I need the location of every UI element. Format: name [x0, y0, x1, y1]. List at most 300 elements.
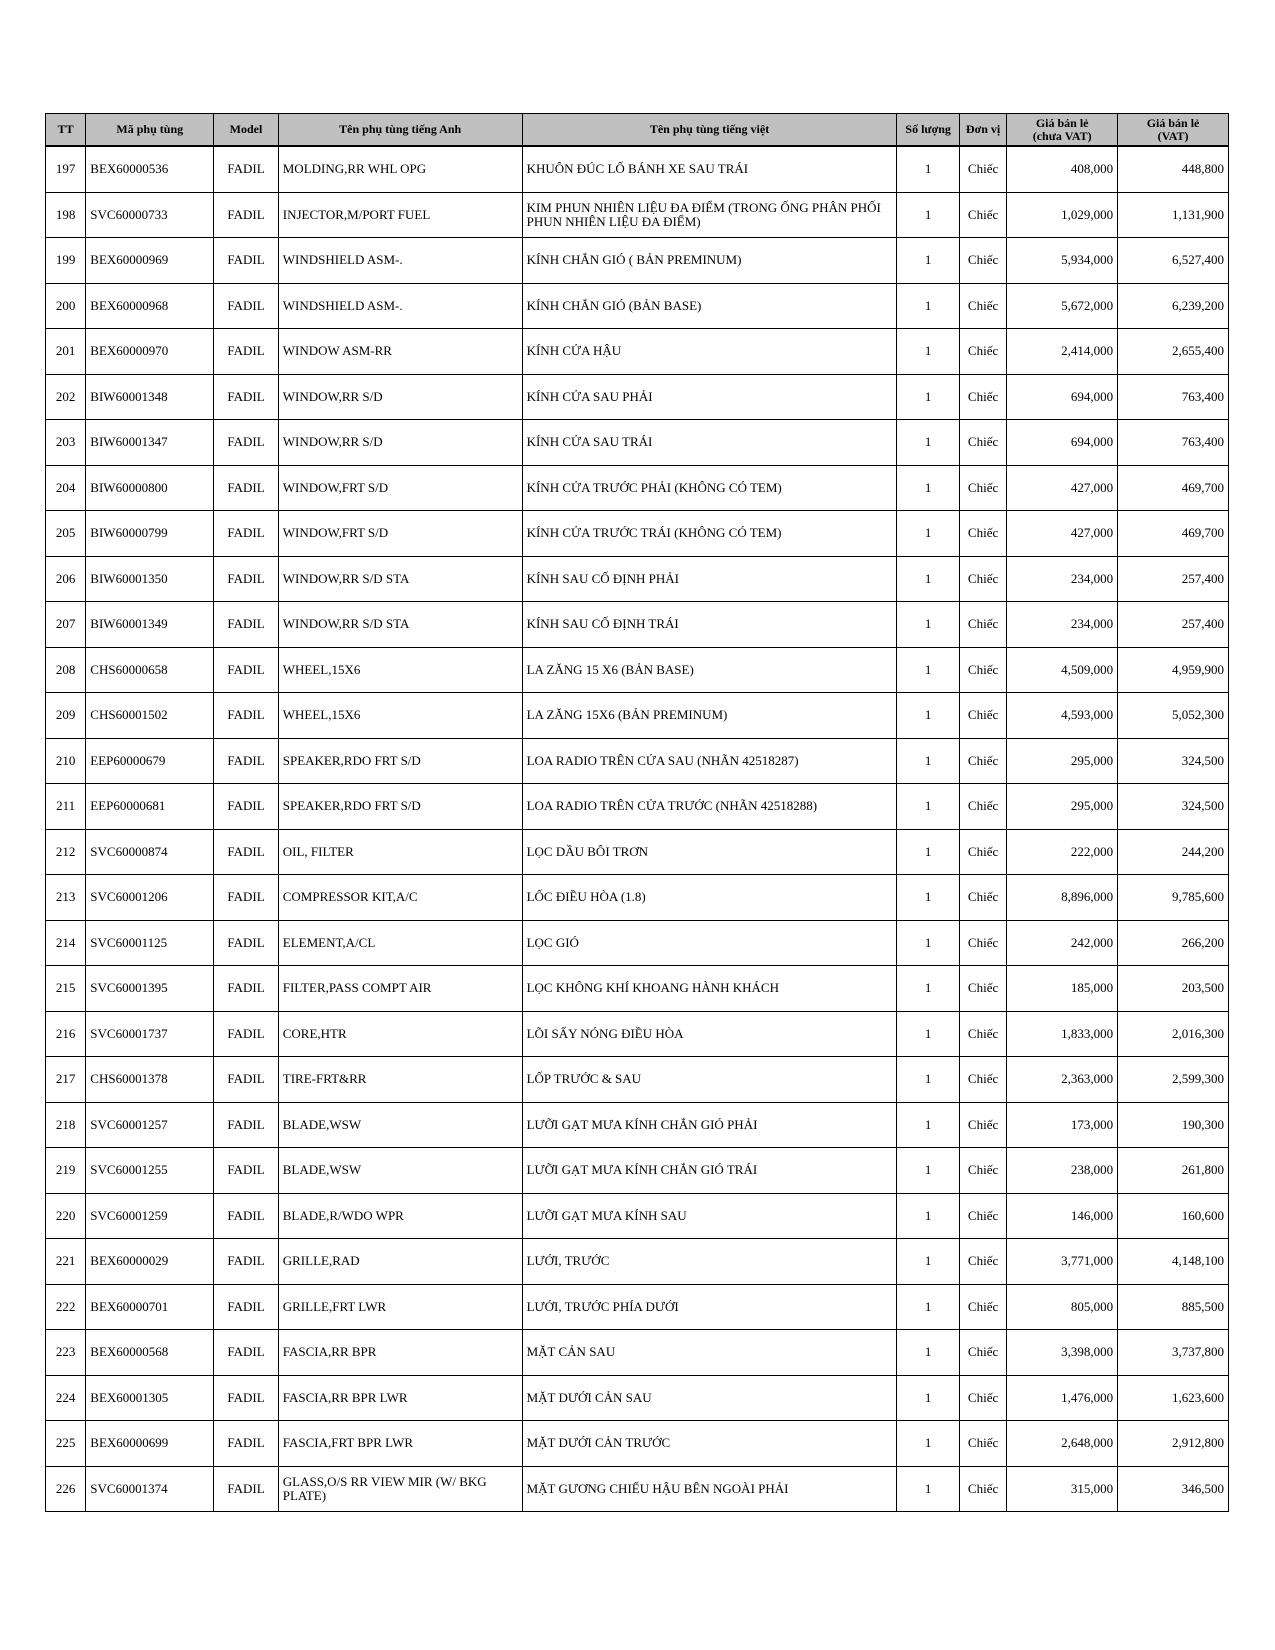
cell-part-code: CHS60001378: [86, 1057, 214, 1103]
cell-name-en: WHEEL,15X6: [278, 647, 522, 693]
cell-unit: Chiếc: [959, 1375, 1006, 1421]
cell-tt: 210: [46, 738, 86, 784]
cell-quantity: 1: [897, 647, 959, 693]
cell-part-code: BIW60000800: [86, 465, 214, 511]
cell-part-code: BEX60000029: [86, 1239, 214, 1285]
table-row: [46, 647, 1229, 693]
cell-name-vi: LA ZĂNG 15X6 (BẢN PREMINUM): [522, 693, 897, 739]
cell-tt: 209: [46, 693, 86, 739]
cell-unit: Chiếc: [959, 1102, 1006, 1148]
cell-model: FADIL: [214, 693, 278, 739]
cell-name-en: WINDOW,FRT S/D: [278, 465, 522, 511]
cell-price-vat: 257,400: [1118, 556, 1229, 602]
cell-name-vi: KÍNH CỬA TRƯỚC TRÁI (KHÔNG CÓ TEM): [522, 511, 897, 557]
cell-name-vi: LỌC KHÔNG KHÍ KHOANG HÀNH KHÁCH: [522, 966, 897, 1012]
cell-tt: 202: [46, 374, 86, 420]
cell-quantity: 1: [897, 1466, 959, 1512]
cell-name-en: BLADE,R/WDO WPR: [278, 1193, 522, 1239]
cell-price-no-vat: 4,593,000: [1007, 693, 1118, 739]
cell-price-no-vat: 234,000: [1007, 602, 1118, 648]
table-row: [46, 238, 1229, 284]
cell-quantity: 1: [897, 420, 959, 466]
cell-unit: Chiếc: [959, 556, 1006, 602]
cell-tt: 219: [46, 1148, 86, 1194]
cell-name-en: GLASS,O/S RR VIEW MIR (W/ BKG PLATE): [278, 1466, 522, 1512]
cell-quantity: 1: [897, 1011, 959, 1057]
cell-price-vat: 244,200: [1118, 829, 1229, 875]
cell-price-no-vat: 4,509,000: [1007, 647, 1118, 693]
table-header: [46, 114, 1229, 147]
cell-model: FADIL: [214, 602, 278, 648]
cell-model: FADIL: [214, 1421, 278, 1467]
cell-part-code: BEX60000568: [86, 1330, 214, 1376]
cell-price-no-vat: 173,000: [1007, 1102, 1118, 1148]
cell-name-vi: LƯỠI GẠT MƯA KÍNH CHẮN GIÓ TRÁI: [522, 1148, 897, 1194]
cell-unit: Chiếc: [959, 420, 1006, 466]
cell-model: FADIL: [214, 192, 278, 238]
cell-part-code: BEX60000970: [86, 329, 214, 375]
table-row: [46, 693, 1229, 739]
cell-quantity: 1: [897, 329, 959, 375]
cell-name-en: BLADE,WSW: [278, 1102, 522, 1148]
cell-price-no-vat: 234,000: [1007, 556, 1118, 602]
cell-price-vat: 6,239,200: [1118, 283, 1229, 329]
table-row: [46, 875, 1229, 921]
table-row: [46, 374, 1229, 420]
table-row: [46, 1330, 1229, 1376]
cell-name-en: TIRE-FRT&RR: [278, 1057, 522, 1103]
cell-part-code: SVC60001257: [86, 1102, 214, 1148]
cell-model: FADIL: [214, 1284, 278, 1330]
cell-model: FADIL: [214, 875, 278, 921]
cell-quantity: 1: [897, 602, 959, 648]
cell-tt: 217: [46, 1057, 86, 1103]
cell-quantity: 1: [897, 238, 959, 284]
cell-price-no-vat: 5,934,000: [1007, 238, 1118, 284]
cell-name-vi: LƯỚI, TRƯỚC: [522, 1239, 897, 1285]
cell-quantity: 1: [897, 784, 959, 830]
cell-name-en: WHEEL,15X6: [278, 693, 522, 739]
cell-price-vat: 2,912,800: [1118, 1421, 1229, 1467]
cell-quantity: 1: [897, 192, 959, 238]
cell-unit: Chiếc: [959, 875, 1006, 921]
cell-name-vi: KÍNH CỬA HẬU: [522, 329, 897, 375]
cell-price-vat: 190,300: [1118, 1102, 1229, 1148]
cell-name-vi: MẶT CẢN SAU: [522, 1330, 897, 1376]
cell-quantity: 1: [897, 1284, 959, 1330]
table-row: [46, 146, 1229, 192]
cell-model: FADIL: [214, 1375, 278, 1421]
cell-name-en: FASCIA,RR BPR: [278, 1330, 522, 1376]
cell-price-no-vat: 146,000: [1007, 1193, 1118, 1239]
cell-part-code: BEX60000701: [86, 1284, 214, 1330]
cell-price-vat: 763,400: [1118, 374, 1229, 420]
cell-name-vi: LƯỠI GẠT MƯA KÍNH SAU: [522, 1193, 897, 1239]
cell-part-code: EEP60000679: [86, 738, 214, 784]
cell-quantity: 1: [897, 829, 959, 875]
cell-unit: Chiếc: [959, 829, 1006, 875]
cell-part-code: SVC60000733: [86, 192, 214, 238]
cell-unit: Chiếc: [959, 1011, 1006, 1057]
cell-quantity: 1: [897, 920, 959, 966]
cell-name-vi: KÍNH CỬA SAU TRÁI: [522, 420, 897, 466]
cell-name-vi: KÍNH CỬA SAU PHẢI: [522, 374, 897, 420]
cell-price-vat: 469,700: [1118, 465, 1229, 511]
cell-tt: 197: [46, 146, 86, 192]
cell-name-vi: LÕI SẤY NÓNG ĐIỀU HÒA: [522, 1011, 897, 1057]
cell-price-vat: 257,400: [1118, 602, 1229, 648]
cell-unit: Chiếc: [959, 283, 1006, 329]
cell-price-vat: 203,500: [1118, 966, 1229, 1012]
cell-quantity: 1: [897, 693, 959, 739]
cell-price-vat: 324,500: [1118, 738, 1229, 784]
cell-quantity: 1: [897, 1102, 959, 1148]
cell-price-vat: 2,655,400: [1118, 329, 1229, 375]
table-row: [46, 1057, 1229, 1103]
cell-tt: 201: [46, 329, 86, 375]
cell-unit: Chiếc: [959, 1148, 1006, 1194]
cell-unit: Chiếc: [959, 1466, 1006, 1512]
cell-price-vat: 2,599,300: [1118, 1057, 1229, 1103]
cell-price-no-vat: 295,000: [1007, 738, 1118, 784]
cell-tt: 221: [46, 1239, 86, 1285]
cell-name-en: WINDOW,RR S/D: [278, 374, 522, 420]
cell-unit: Chiếc: [959, 1193, 1006, 1239]
cell-model: FADIL: [214, 556, 278, 602]
cell-unit: Chiếc: [959, 511, 1006, 557]
cell-tt: 207: [46, 602, 86, 648]
table-row: [46, 966, 1229, 1012]
header-quantity: Số lượng: [897, 114, 959, 147]
cell-name-vi: KÍNH SAU CỐ ĐỊNH PHẢI: [522, 556, 897, 602]
cell-tt: 212: [46, 829, 86, 875]
cell-tt: 215: [46, 966, 86, 1012]
cell-tt: 208: [46, 647, 86, 693]
cell-unit: Chiếc: [959, 1239, 1006, 1285]
cell-price-vat: 6,527,400: [1118, 238, 1229, 284]
cell-model: FADIL: [214, 238, 278, 284]
cell-tt: 214: [46, 920, 86, 966]
cell-part-code: BEX60000536: [86, 146, 214, 192]
cell-tt: 225: [46, 1421, 86, 1467]
cell-unit: Chiếc: [959, 238, 1006, 284]
cell-name-en: WINDOW,RR S/D STA: [278, 556, 522, 602]
cell-name-en: WINDOW,FRT S/D: [278, 511, 522, 557]
table-row: [46, 1193, 1229, 1239]
cell-unit: Chiếc: [959, 146, 1006, 192]
cell-price-vat: 346,500: [1118, 1466, 1229, 1512]
cell-price-no-vat: 3,398,000: [1007, 1330, 1118, 1376]
cell-unit: Chiếc: [959, 1330, 1006, 1376]
cell-name-en: SPEAKER,RDO FRT S/D: [278, 784, 522, 830]
cell-model: FADIL: [214, 829, 278, 875]
table-row: [46, 283, 1229, 329]
cell-quantity: 1: [897, 1421, 959, 1467]
cell-tt: 198: [46, 192, 86, 238]
parts-price-table: [45, 113, 1229, 1512]
cell-price-vat: 4,959,900: [1118, 647, 1229, 693]
cell-unit: Chiếc: [959, 329, 1006, 375]
cell-tt: 204: [46, 465, 86, 511]
header-price-no-vat-line1: Giá bán lẻ: [1035, 115, 1089, 130]
table-row: [46, 1239, 1229, 1285]
table-row: [46, 920, 1229, 966]
cell-part-code: CHS60000658: [86, 647, 214, 693]
cell-quantity: 1: [897, 556, 959, 602]
cell-name-en: FASCIA,RR BPR LWR: [278, 1375, 522, 1421]
cell-name-en: SPEAKER,RDO FRT S/D: [278, 738, 522, 784]
cell-price-no-vat: 694,000: [1007, 374, 1118, 420]
cell-quantity: 1: [897, 1193, 959, 1239]
cell-part-code: SVC60001374: [86, 1466, 214, 1512]
cell-price-no-vat: 427,000: [1007, 465, 1118, 511]
cell-model: FADIL: [214, 738, 278, 784]
cell-price-vat: 261,800: [1118, 1148, 1229, 1194]
cell-part-code: SVC60001259: [86, 1193, 214, 1239]
table-row: [46, 602, 1229, 648]
cell-model: FADIL: [214, 329, 278, 375]
cell-price-vat: 763,400: [1118, 420, 1229, 466]
table-row: [46, 829, 1229, 875]
table-row: [46, 420, 1229, 466]
cell-price-vat: 160,600: [1118, 1193, 1229, 1239]
cell-name-en: COMPRESSOR KIT,A/C: [278, 875, 522, 921]
cell-price-vat: 448,800: [1118, 146, 1229, 192]
cell-name-vi: KIM PHUN NHIÊN LIỆU ĐA ĐIỂM (TRONG ỐNG PHÂN PHỐI PHUN NHIÊN LIỆU ĐA ĐIỂM): [522, 192, 897, 238]
cell-name-en: CORE,HTR: [278, 1011, 522, 1057]
cell-quantity: 1: [897, 1375, 959, 1421]
cell-unit: Chiếc: [959, 1421, 1006, 1467]
cell-unit: Chiếc: [959, 966, 1006, 1012]
cell-price-no-vat: 3,771,000: [1007, 1239, 1118, 1285]
cell-price-no-vat: 8,896,000: [1007, 875, 1118, 921]
header-name-en: Tên phụ tùng tiếng Anh: [278, 114, 522, 147]
cell-quantity: 1: [897, 1148, 959, 1194]
cell-price-no-vat: 2,363,000: [1007, 1057, 1118, 1103]
table-row: [46, 1284, 1229, 1330]
cell-quantity: 1: [897, 465, 959, 511]
cell-model: FADIL: [214, 511, 278, 557]
cell-name-vi: KÍNH CHẮN GIÓ ( BẢN PREMINUM): [522, 238, 897, 284]
cell-tt: 199: [46, 238, 86, 284]
cell-unit: Chiếc: [959, 602, 1006, 648]
cell-name-en: FILTER,PASS COMPT AIR: [278, 966, 522, 1012]
cell-part-code: BIW60000799: [86, 511, 214, 557]
cell-name-vi: LOA RADIO TRÊN CỬA SAU (NHÃN 42518287): [522, 738, 897, 784]
header-price-vat-line1: Giá bán lẻ: [1146, 115, 1200, 130]
cell-model: FADIL: [214, 283, 278, 329]
cell-part-code: BIW60001350: [86, 556, 214, 602]
cell-name-en: WINDOW,RR S/D: [278, 420, 522, 466]
cell-unit: Chiếc: [959, 693, 1006, 739]
cell-name-en: MOLDING,RR WHL OPG: [278, 146, 522, 192]
cell-unit: Chiếc: [959, 374, 1006, 420]
cell-name-en: GRILLE,RAD: [278, 1239, 522, 1285]
cell-price-no-vat: 315,000: [1007, 1466, 1118, 1512]
cell-model: FADIL: [214, 465, 278, 511]
cell-price-no-vat: 242,000: [1007, 920, 1118, 966]
cell-model: FADIL: [214, 920, 278, 966]
cell-name-en: GRILLE,FRT LWR: [278, 1284, 522, 1330]
cell-tt: 211: [46, 784, 86, 830]
cell-name-en: ELEMENT,A/CL: [278, 920, 522, 966]
cell-price-no-vat: 222,000: [1007, 829, 1118, 875]
cell-part-code: BIW60001347: [86, 420, 214, 466]
cell-price-vat: 3,737,800: [1118, 1330, 1229, 1376]
cell-quantity: 1: [897, 966, 959, 1012]
cell-quantity: 1: [897, 1239, 959, 1285]
cell-model: FADIL: [214, 1193, 278, 1239]
header-model: Model: [214, 114, 278, 147]
cell-unit: Chiếc: [959, 465, 1006, 511]
cell-part-code: SVC60001206: [86, 875, 214, 921]
cell-quantity: 1: [897, 1057, 959, 1103]
cell-name-vi: LƯỠI GẠT MƯA KÍNH CHẮN GIÓ PHẢI: [522, 1102, 897, 1148]
cell-price-vat: 324,500: [1118, 784, 1229, 830]
cell-name-vi: LỐP TRƯỚC & SAU: [522, 1057, 897, 1103]
cell-price-no-vat: 1,833,000: [1007, 1011, 1118, 1057]
table-row: [46, 738, 1229, 784]
table-row: [46, 1102, 1229, 1148]
cell-price-vat: 885,500: [1118, 1284, 1229, 1330]
cell-name-vi: KHUÔN ĐÚC LỐ BÁNH XE SAU TRÁI: [522, 146, 897, 192]
cell-model: FADIL: [214, 1148, 278, 1194]
cell-model: FADIL: [214, 1466, 278, 1512]
cell-price-no-vat: 1,476,000: [1007, 1375, 1118, 1421]
cell-part-code: CHS60001502: [86, 693, 214, 739]
table-row: [46, 1421, 1229, 1467]
cell-quantity: 1: [897, 374, 959, 420]
cell-model: FADIL: [214, 647, 278, 693]
table-row: [46, 329, 1229, 375]
header-price-vat-line2: (VAT): [1157, 128, 1189, 143]
cell-price-vat: 5,052,300: [1118, 693, 1229, 739]
cell-price-no-vat: 1,029,000: [1007, 192, 1118, 238]
cell-tt: 213: [46, 875, 86, 921]
cell-part-code: BEX60000968: [86, 283, 214, 329]
cell-price-no-vat: 408,000: [1007, 146, 1118, 192]
cell-model: FADIL: [214, 1057, 278, 1103]
cell-price-no-vat: 238,000: [1007, 1148, 1118, 1194]
cell-name-vi: KÍNH CHẮN GIÓ (BẢN BASE): [522, 283, 897, 329]
table-row: [46, 1375, 1229, 1421]
cell-tt: 223: [46, 1330, 86, 1376]
cell-price-vat: 266,200: [1118, 920, 1229, 966]
table-row: [46, 192, 1229, 238]
cell-model: FADIL: [214, 1102, 278, 1148]
cell-name-vi: LỌC DẦU BÔI TRƠN: [522, 829, 897, 875]
cell-name-en: FASCIA,FRT BPR LWR: [278, 1421, 522, 1467]
cell-name-en: WINDOW ASM-RR: [278, 329, 522, 375]
cell-name-en: WINDOW,RR S/D STA: [278, 602, 522, 648]
cell-quantity: 1: [897, 146, 959, 192]
cell-name-en: WINDSHIELD ASM-.: [278, 238, 522, 284]
cell-part-code: SVC60001737: [86, 1011, 214, 1057]
cell-price-no-vat: 185,000: [1007, 966, 1118, 1012]
cell-part-code: BEX60000969: [86, 238, 214, 284]
cell-part-code: SVC60001395: [86, 966, 214, 1012]
cell-price-vat: 4,148,100: [1118, 1239, 1229, 1285]
cell-model: FADIL: [214, 1239, 278, 1285]
cell-name-vi: LA ZĂNG 15 X6 (BẢN BASE): [522, 647, 897, 693]
cell-quantity: 1: [897, 738, 959, 784]
cell-price-no-vat: 5,672,000: [1007, 283, 1118, 329]
cell-model: FADIL: [214, 146, 278, 192]
cell-price-no-vat: 427,000: [1007, 511, 1118, 557]
cell-price-no-vat: 2,414,000: [1007, 329, 1118, 375]
cell-tt: 218: [46, 1102, 86, 1148]
cell-model: FADIL: [214, 784, 278, 830]
cell-name-vi: MẶT GƯƠNG CHIẾU HẬU BÊN NGOÀI PHẢI: [522, 1466, 897, 1512]
cell-model: FADIL: [214, 1330, 278, 1376]
table-body: [46, 146, 1229, 1512]
cell-name-en: BLADE,WSW: [278, 1148, 522, 1194]
header-price-no-vat-line2: (chưa VAT): [1032, 128, 1092, 143]
cell-name-vi: LOA RADIO TRÊN CỬA TRƯỚC (NHÃN 42518288): [522, 784, 897, 830]
cell-tt: 220: [46, 1193, 86, 1239]
cell-part-code: BEX60000699: [86, 1421, 214, 1467]
cell-name-vi: KÍNH SAU CỐ ĐỊNH TRÁI: [522, 602, 897, 648]
table-row: [46, 556, 1229, 602]
cell-unit: Chiếc: [959, 1057, 1006, 1103]
cell-unit: Chiếc: [959, 192, 1006, 238]
cell-model: FADIL: [214, 966, 278, 1012]
cell-price-no-vat: 694,000: [1007, 420, 1118, 466]
cell-quantity: 1: [897, 875, 959, 921]
cell-name-vi: LỐC ĐIỀU HÒA (1.8): [522, 875, 897, 921]
cell-name-en: OIL, FILTER: [278, 829, 522, 875]
cell-tt: 226: [46, 1466, 86, 1512]
header-row: [46, 114, 1229, 147]
cell-price-no-vat: 2,648,000: [1007, 1421, 1118, 1467]
cell-part-code: BEX60001305: [86, 1375, 214, 1421]
cell-unit: Chiếc: [959, 1284, 1006, 1330]
cell-part-code: SVC60000874: [86, 829, 214, 875]
cell-unit: Chiếc: [959, 647, 1006, 693]
cell-price-vat: 469,700: [1118, 511, 1229, 557]
cell-price-no-vat: 805,000: [1007, 1284, 1118, 1330]
header-tt: TT: [46, 114, 86, 147]
header-price-no-vat: [1007, 114, 1118, 147]
cell-tt: 205: [46, 511, 86, 557]
cell-unit: Chiếc: [959, 920, 1006, 966]
table-row: [46, 1466, 1229, 1512]
table-row: [46, 511, 1229, 557]
cell-name-vi: LƯỚI, TRƯỚC PHÍA DƯỚI: [522, 1284, 897, 1330]
cell-part-code: BIW60001349: [86, 602, 214, 648]
table-row: [46, 465, 1229, 511]
cell-part-code: SVC60001125: [86, 920, 214, 966]
cell-model: FADIL: [214, 374, 278, 420]
cell-tt: 206: [46, 556, 86, 602]
header-name-vi: Tên phụ tùng tiếng việt: [522, 114, 897, 147]
cell-tt: 216: [46, 1011, 86, 1057]
cell-price-no-vat: 295,000: [1007, 784, 1118, 830]
cell-quantity: 1: [897, 283, 959, 329]
table-row: [46, 1011, 1229, 1057]
cell-name-vi: LỌC GIÓ: [522, 920, 897, 966]
cell-name-vi: KÍNH CỬA TRƯỚC PHẢI (KHÔNG CÓ TEM): [522, 465, 897, 511]
cell-unit: Chiếc: [959, 784, 1006, 830]
table-row: [46, 784, 1229, 830]
cell-name-en: WINDSHIELD ASM-.: [278, 283, 522, 329]
cell-part-code: SVC60001255: [86, 1148, 214, 1194]
cell-tt: 222: [46, 1284, 86, 1330]
cell-price-vat: 1,623,600: [1118, 1375, 1229, 1421]
cell-price-vat: 9,785,600: [1118, 875, 1229, 921]
header-part-code: Mã phụ tùng: [86, 114, 214, 147]
cell-quantity: 1: [897, 1330, 959, 1376]
